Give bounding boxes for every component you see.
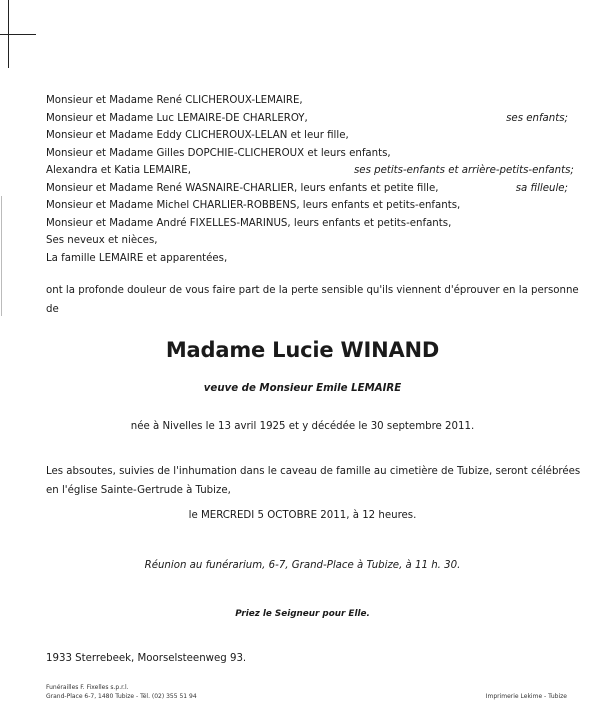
address-line: 1933 Sterrebeek, Moorselsteenweg 93. xyxy=(46,653,247,664)
family-line-text: Monsieur et Madame Michel CHARLIER-ROBBENS, leurs enfants et petits-enfants, xyxy=(46,200,461,211)
family-line-text: Ses neveux et nièces, xyxy=(46,235,158,246)
meeting-info: Réunion au funérarium, 6-7, Grand-Place à Tubize, à 11 h. 30. xyxy=(144,560,461,571)
family-line xyxy=(46,92,568,110)
family-line-text: Monsieur et Madame René CLICHEROUX-LEMAIRE, xyxy=(46,95,303,106)
family-line xyxy=(46,180,568,198)
family-line xyxy=(46,110,568,128)
family-line-relation: ses petits-enfants et arrière-petits-enfants; xyxy=(354,165,574,176)
prayer-line: Priez le Seigneur pour Elle. xyxy=(235,609,370,619)
crop-mark-horizontal xyxy=(0,34,36,35)
family-line-text: Monsieur et Madame Gilles DOPCHIE-CLICHEROUX et leurs enfants, xyxy=(46,147,391,159)
family-list xyxy=(46,92,574,267)
scan-edge-line xyxy=(1,196,2,316)
family-line xyxy=(46,162,574,180)
family-line-relation: ses enfants; xyxy=(506,112,568,124)
announcement-intro xyxy=(46,281,579,319)
funeral-line-1: Les absoutes, suivies de l'inhumation dans le caveau de famille au cimetière de Tubize, seront célébrées xyxy=(46,466,581,477)
intro-line-2: de xyxy=(46,304,59,315)
widow-of: veuve de Monsieur Emile LEMAIRE xyxy=(203,383,402,394)
deceased-name: Madame Lucie WINAND xyxy=(165,338,440,362)
family-line xyxy=(46,232,568,250)
crop-mark-vertical xyxy=(8,0,9,68)
family-line xyxy=(46,215,568,233)
family-line-text: Monsieur et Madame André FIXELLES-MARINUS, leurs enfants et petits-enfants, xyxy=(46,217,452,229)
undertaker-line-1: Funérailles F. Fixelles s.p.r.l. xyxy=(46,684,129,691)
printer-credit: Imprimerie Lekime - Tubize xyxy=(485,693,567,700)
undertaker-info xyxy=(46,683,197,701)
family-line-text: Monsieur et Madame René WASNAIRE-CHARLIER, leurs enfants et petite fille, xyxy=(46,182,439,194)
ceremony-date-time: le MERCREDI 5 OCTOBRE 2011, à 12 heures. xyxy=(188,510,417,521)
undertaker-line-2: Grand-Place 6-7, 1480 Tubize - Tél. (02) 355 51 94 xyxy=(46,693,197,700)
family-line-text: Monsieur et Madame Luc LEMAIRE-DE CHARLEROY, xyxy=(46,112,308,124)
birth-death-line: née à Nivelles le 13 avril 1925 et y décédée le 30 septembre 2011. xyxy=(130,421,475,432)
family-line xyxy=(46,145,568,163)
family-line-text: La famille LEMAIRE et apparentées, xyxy=(46,252,228,264)
intro-line-1: ont la profonde douleur de vous faire part de la perte sensible qu'ils viennent d'éprouver en la personne xyxy=(46,285,579,296)
funeral-line-2: en l'église Sainte-Gertrude à Tubize, xyxy=(46,485,231,496)
family-line-relation: sa filleule; xyxy=(515,182,568,194)
family-line xyxy=(46,197,568,215)
family-line xyxy=(46,250,568,268)
family-line xyxy=(46,127,568,145)
family-line-text: Alexandra et Katia LEMAIRE, xyxy=(46,165,191,176)
funeral-paragraph xyxy=(46,462,581,500)
family-line-text: Monsieur et Madame Eddy CLICHEROUX-LELAN et leur fille, xyxy=(46,130,349,141)
